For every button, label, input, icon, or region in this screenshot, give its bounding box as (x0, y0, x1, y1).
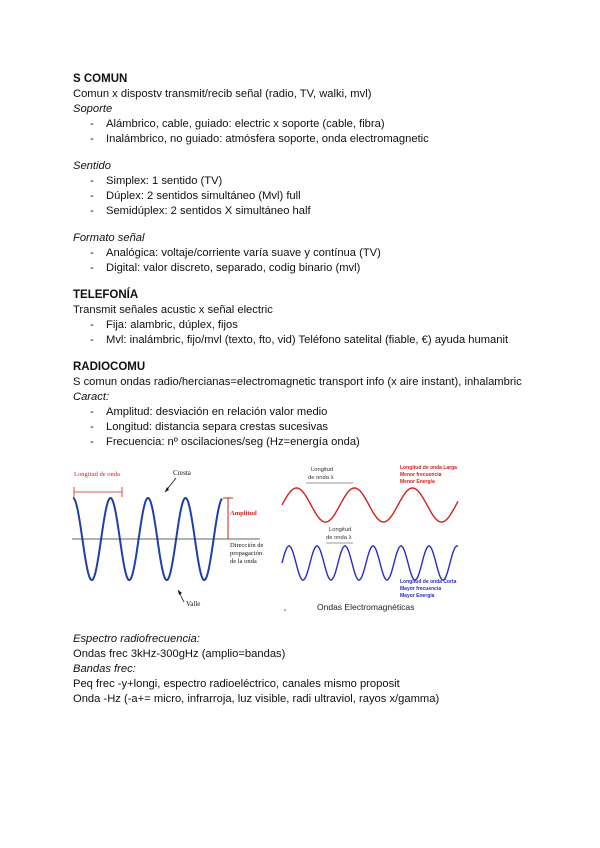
list-item: - Semidúplex: 2 sentidos X simultáneo half (90, 204, 543, 219)
caract-list (73, 405, 543, 450)
direccion-label-3: de la onda (230, 558, 257, 565)
bandas-line: Onda -Hz (-a+= micro, infrarroja, luz visible, radi ultraviol, rayos x/gamma) (73, 693, 440, 705)
legend-top-1: Longitud de onda Larga (400, 465, 457, 471)
radiocomu-intro: S comun ondas radio/hercianas=electromagnetic transport info (x aire instant), inhalambric (73, 376, 522, 388)
legend-top-2: Menor frecuencia (400, 472, 442, 478)
list-item: - Mvl: inalámbric, fijo/mvl (texto, fto, vid) Teléfono satelital (fiable, €) ayuda humanit (90, 333, 543, 348)
longitud-bottom-label-2: de onda λ (326, 535, 352, 541)
document-page-bottom (73, 632, 543, 707)
telefonia-list (73, 318, 543, 348)
longitud-top-label-1: Longitud (311, 467, 334, 473)
bandas-heading: Bandas frec: (73, 663, 136, 675)
sentido-heading: Sentido (73, 160, 111, 172)
amplitud-label: Amplitud (230, 510, 257, 517)
wave-diagram-right (280, 463, 470, 615)
legend-bottom-1: Longitud de onda Corta (400, 579, 457, 585)
soporte-list (73, 117, 543, 147)
document-page (73, 72, 543, 450)
longitud-bottom-label-1: Longitud (329, 527, 352, 533)
soporte-heading: Soporte (73, 103, 113, 115)
legend-bottom-3: Mayor Energía (400, 593, 435, 599)
list-item: - Amplitud: desviación en relación valor medio (90, 405, 543, 420)
formato-heading: Formato señal (73, 232, 145, 244)
list-item: - Digital: valor discreto, separado, codig binario (mvl) (90, 261, 543, 276)
longitud-top-label-2: de onda λ (308, 475, 334, 481)
list-item: - Longitud: distancia separa crestas sucesivas (90, 420, 543, 435)
legend-top-3: Menor Energía (400, 479, 435, 485)
list-item: - Alámbrico, cable, guiado: electric x soporte (cable, fibra) (90, 117, 543, 132)
s-comun-intro: Comun x dispostv transmit/recib señal (radio, TV, walki, mvl) (73, 88, 372, 100)
list-item: - Dúplex: 2 sentidos simultáneo (Mvl) full (90, 189, 543, 204)
cresta-label: Cresta (173, 469, 191, 477)
longitud-label: Longitud de onda (74, 471, 120, 478)
list-item: - Analógica: voltaje/corriente varía suave y contínua (TV) (90, 246, 543, 261)
caract-heading: Caract: (73, 391, 110, 403)
list-item: - Frecuencia: nº oscilaciones/seg (Hz=energía onda) (90, 435, 543, 450)
section-title-s-comun: S COMUN (73, 73, 128, 85)
espectro-heading: Espectro radiofrecuencia: (73, 633, 200, 645)
list-item: - Inalámbrico, no guiado: atmósfera soporte, onda electromagnetic (90, 132, 543, 147)
list-item: - Simplex: 1 sentido (TV) (90, 174, 543, 189)
blue-wave-path (282, 546, 458, 580)
section-title-radiocomu: RADIOCOMU (73, 361, 146, 373)
section-title-telefonia: TELEFONÍA (73, 289, 139, 301)
formato-list (73, 246, 543, 276)
direccion-label-1: Dirección de (230, 542, 264, 549)
red-wave-path (282, 488, 458, 522)
figure-caption: Ondas Electromagnéticas (317, 602, 415, 612)
wave-diagram-left (70, 463, 280, 615)
direccion-label-2: propagación (230, 550, 263, 557)
wave-figure (70, 463, 470, 615)
list-item: - Fija: alambric, dúplex, fijos (90, 318, 543, 333)
legend-bottom-2: Mayor frecuencia (400, 586, 442, 592)
valle-label: Valle (186, 600, 201, 608)
espectro-text: Ondas frec 3kHz-300gHz (amplio=bandas) (73, 648, 286, 660)
sentido-list (73, 174, 543, 219)
bandas-line: Peq frec -y+longi, espectro radioeléctrico, canales mismo proposit (73, 678, 400, 690)
telefonia-intro: Transmit señales acustic x señal electric (73, 304, 273, 316)
